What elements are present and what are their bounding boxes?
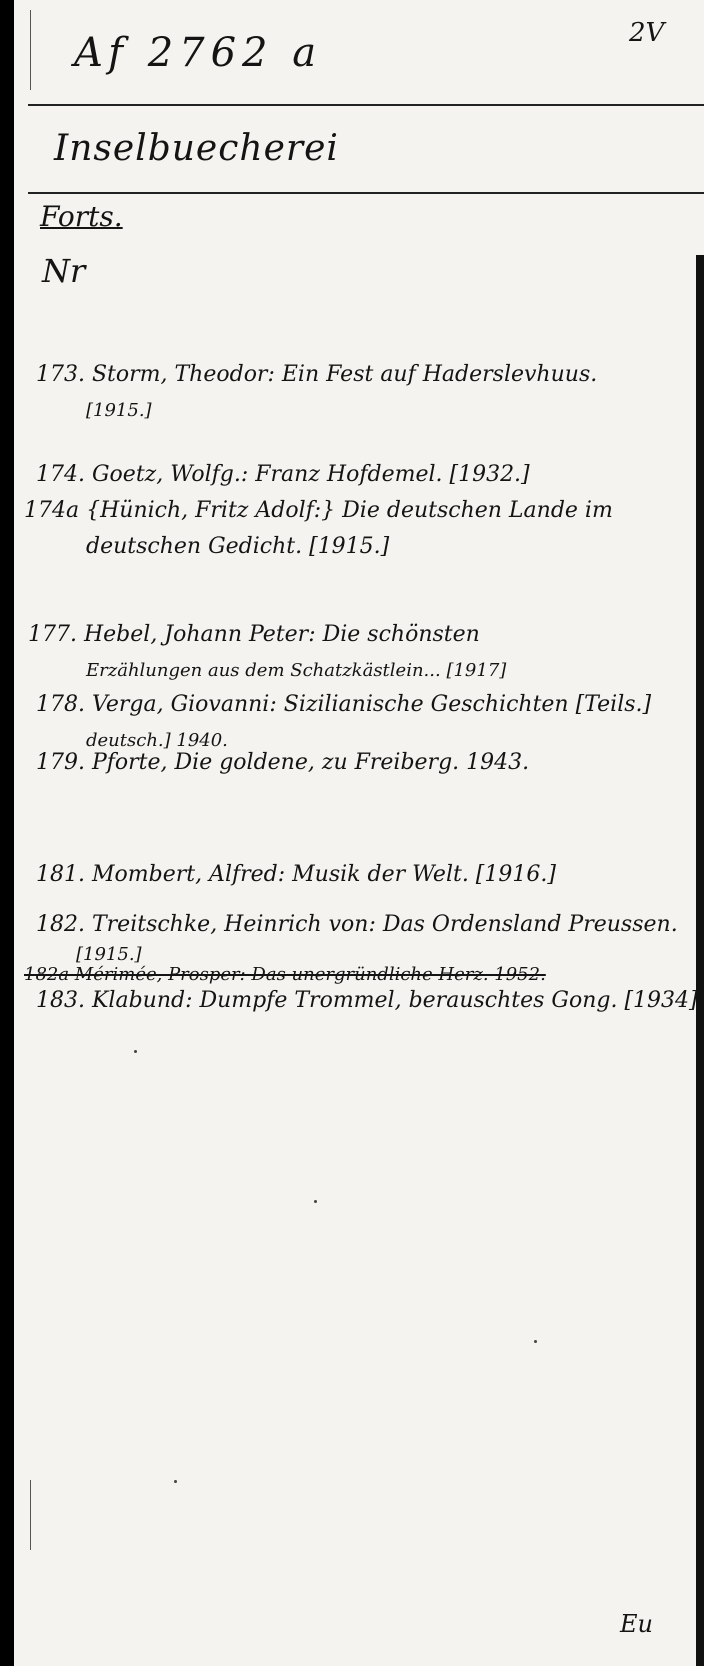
catalog-card bbox=[14, 0, 704, 1666]
entry-183: 183. Klabund: Dumpfe Trommel, berauschtes Gong. [1934] bbox=[36, 988, 698, 1013]
entry-173: 173. Storm, Theodor: Ein Fest auf Haderslevhuus. bbox=[36, 362, 598, 387]
entry-178-cont: deutsch.] 1940. bbox=[86, 730, 228, 751]
header-rule bbox=[28, 104, 704, 106]
speck bbox=[134, 1050, 137, 1053]
entry-181: 181. Mombert, Alfred: Musik der Welt. [1916.] bbox=[36, 862, 556, 887]
continuation-label: Forts. bbox=[40, 200, 123, 233]
entry-178: 178. Verga, Giovanni: Sizilianische Geschichten [Teils.] bbox=[36, 692, 652, 717]
entry-177: 177. Hebel, Johann Peter: Die schönsten bbox=[28, 622, 480, 647]
shelf-signature: Af 2762 a bbox=[74, 30, 323, 76]
entry-174a-cont: deutschen Gedicht. [1915.] bbox=[86, 534, 390, 559]
entry-182a: 182a Mérimée, Prosper: Das unergründliche Herz. 1952. bbox=[24, 964, 546, 985]
entry-173-year: [1915.] bbox=[86, 400, 152, 421]
speck bbox=[534, 1340, 537, 1343]
subject-heading: Inselbuecherei bbox=[54, 128, 339, 169]
speck bbox=[174, 1480, 177, 1483]
card-left-edge-mark bbox=[30, 1480, 31, 1550]
card-left-edge-mark bbox=[30, 10, 31, 90]
subject-rule bbox=[28, 192, 704, 194]
entry-177-cont: Erzählungen aus dem Schatzkästlein... [1917] bbox=[86, 660, 507, 681]
number-label: Nr bbox=[42, 252, 86, 290]
speck bbox=[314, 1200, 317, 1203]
entry-182: 182. Treitschke, Heinrich von: Das Ordensland Preussen. bbox=[36, 912, 678, 937]
corner-mark: 2V bbox=[629, 18, 665, 48]
entry-179: 179. Pforte, Die goldene, zu Freiberg. 1943. bbox=[36, 750, 530, 775]
footer-mark: Eu bbox=[620, 1610, 653, 1638]
card-edge-shadow bbox=[696, 255, 704, 1666]
entry-182-year: [1915.] bbox=[76, 944, 142, 965]
entry-174a: 174a {Hünich, Fritz Adolf:} Die deutschen Lande im bbox=[24, 498, 613, 523]
entry-174: 174. Goetz, Wolfg.: Franz Hofdemel. [1932.] bbox=[36, 462, 530, 487]
